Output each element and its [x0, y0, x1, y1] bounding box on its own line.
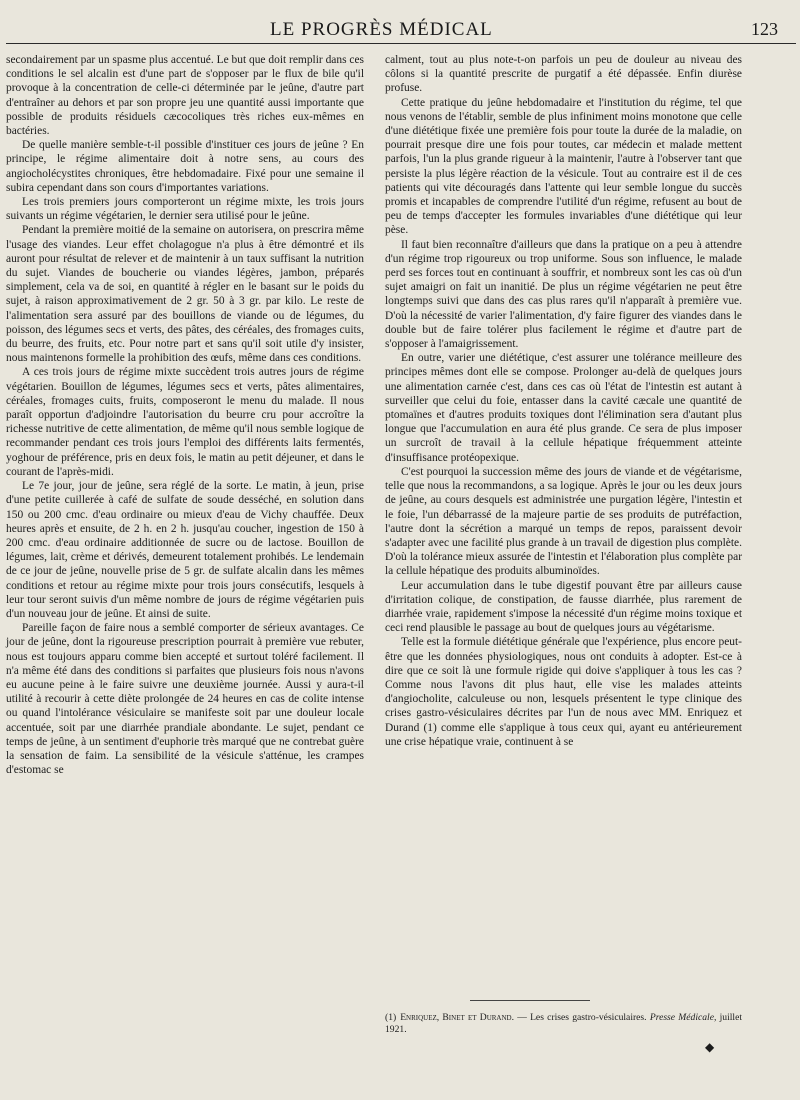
paragraph: Pendant la première moitié de la semaine on autorisera, on prescrira même l'usage des viandes. Leur effet cholagogue n'a plus à être démontré et ils auront pour résultat de relever et de maintenir à un taux suffisant la nutrition du sujet. Viandes de boucherie ou viandes légères, jambon, préparés simplement, cela va de soi, en quantité à régler en le basant sur le poids du sujet, à raison approximativement de 2 gr. 50 à 3 gr. par kilo. Le reste de l'alimentation sera assuré par des bouillons de viande ou de légumes, du poisson, des légumes secs et verts, des pâtes, des céréales, des fromages cuits, du beurre, des fruits, etc. Pour notre part et sans qu'il soit utile d'y insister, nous maintenons formelle la prohibition des œufs, même dans ces conditions. — [6, 224, 364, 365]
journal-title: LE PROGRÈS MÉDICAL — [270, 19, 493, 40]
footnote-date: juillet 1921. — [385, 1012, 743, 1035]
footnote-journal: Presse Médicale, — [649, 1012, 717, 1023]
footnote — [385, 1012, 742, 1036]
paragraph: Le 7e jour, jour de jeûne, sera réglé de la sorte. Le matin, à jeun, prise d'une petite cuillerée à café de sulfate de soude desséché, en solution dans 150 ou 200 cmc. d'eau ordinaire ou mieux d'eau de Vichy chauffée. Deux heures après et ensuite, de 2 h. en 2 h. jusqu'au coucher, ingestion de 150 à 200 cmc. d'eau ordinaire additionnée de sucre ou de lactose. Bouillon de légumes, lait, crème et dérivés, demeurent totalement prohibés. Le lendemain de ce jour de jeûne, nouvelle prise de 5 gr. de sulfate alcalin dans les mêmes conditions et retour au régime mixte pour trois jours consécutifs, lesquels à leur tour seront suivis d'un même nombre de jours de régime végétarien puis d'un nouveau jour de jeûne. Et ainsi de suite. — [6, 480, 364, 620]
paragraph: Les trois premiers jours comporteront un régime mixte, les trois jours suivants un régime végétarien, le dernier sera utilisé pour le jeûne. — [6, 196, 364, 223]
paragraph: Il faut bien reconnaître d'ailleurs que dans la pratique on a peu à attendre d'un régime trop rigoureux ou trop uniforme. Sous son influence, le malade perd ses forces tout en continuant à souffrir, et nombreux sont les cas où d'un sujet amaigri on fait un inanitié. De plus un régime végétarien ne peut être longtemps suivi que dans des cas plus rares qu'il n'apparaît à première vue. D'où la nécessité de varier l'alimentation, d'y faire figurer des viandes dans le double but de faire tolérer plus facilement le régime et d'autre part de s'opposer à l'amaigrissement. — [385, 238, 742, 351]
footnote-authors: Enriquez, Binet et Durand. — [400, 1012, 514, 1023]
ornament-icon: ◆ — [705, 1040, 715, 1054]
left-column — [6, 53, 364, 777]
footnote-rule — [470, 1000, 590, 1001]
paragraph: Telle est la formule diététique générale que l'expérience, plus encore peut-être que les données physiologiques, nous ont conduits à adopter. Est-ce à dire que ce soit là une formule rigide qui doive s'appliquer à tous les cas ? Comme nous l'avons dit plus haut, elle vise les malades atteints d'angiocholite, calculeuse ou non, lesquels présentent le type clinique des crises gastro-vésiculaires décrites par l'un de nous avec MM. Enriquez et Durand (1) comme elle s'applique à tous ceux qui, ayant eu antérieurement une crise hépatique vraie, continuent à se — [385, 636, 742, 748]
page-header — [0, 0, 800, 58]
page-number: 123 — [751, 19, 778, 39]
paragraph: De quelle manière semble-t-il possible d'instituer ces jours de jeûne ? En principe, le régime alimentaire doit à notre sens, au cours des angiocholécystites chroniques, être hebdomadaire. Fixé pour une semaine il subira cependant dans son cours d'importantes variations. — [6, 139, 364, 194]
paragraph: A ces trois jours de régime mixte succèdent trois autres jours de régime végétarien. Bouillon de légumes, légumes secs et verts, pâtes alimentaires, céréales, fromages cuits, fruits, composeront le menu du malade. Il nous paraît opportun d'adjoindre l'autorisation du beurre cru pour accroître la richesse nutritive de cette alimentation, de même qu'il nous semble logique de recommander pendant ces trois jours l'emploi des différents laits fermentés, yoghour de préférence, pris en deux fois, le matin au petit déjeuner, et dans le courant de l'après-midi. — [6, 366, 364, 478]
right-column — [385, 53, 742, 749]
paragraph: En outre, varier une diététique, c'est assurer une tolérance meilleure des principes mêmes dont elle se compose. Prolonger au-delà de quelques jours une alimentation carnée c'est, dans ces cas où l'état de l'intestin est autant à surveiller que celui du foie, entasser dans la cavité cæcale une quantité de ptomaïnes et d'autres produits toxiques dont l'élimination sera d'autant plus longue que l'accumulation en aura été plus grande. Ce sera de plus imposer un surcroît de travail à la cellule hépatique fréquemment atteinte d'insuffisance protéopexique. — [385, 352, 742, 464]
paragraph: Cette pratique du jeûne hebdomadaire et l'institution du régime, tel que nous venons de l'établir, semble de plus infiniment moins monotone que celle d'une diététique fixée une première fois pour toute la durée de la maladie, on pourrait presque dire une fois pour toutes, car médecin et malade mettent parfois, l'un la plus grande rigueur à la maintenir, l'autre à l'observer tant que persiste la plus légère réaction de la vésicule. Tout au contraire est il de ces patients qui vite découragés dans l'attente qui leur semble longue du succès promis et incapables de comprendre l'utilité d'un régime, refusent au bout de peu de temps d'accepter les formules invariables d'une diététique qui leur pèse. — [385, 96, 742, 237]
footnote-text: — Les crises gastro-vésiculaires. — [514, 1012, 647, 1023]
header-rule — [6, 43, 796, 44]
paragraph: Pareille façon de faire nous a semblé comporter de sérieux avantages. Ce jour de jeûne, dont la rigoureuse prescription pourrait à première vue rebuter, nous est toujours apparu comme bien accepté et surtout toléré facilement. Il n'a même été dans des conditions si parfaites que plusieurs fois nous n'avons eu aucune peine à le faire suivre une deuxième journée. Aussi y aura-t-il utilité à recourir à cette diète prolongée de 24 heures en cas de colite intense ou quand l'intolérance vésiculaire se manifeste soit par une douleur locale accentuée, soit par une diarrhée prandiale abondante. Le sujet, pendant ce temps de jeûne, à un sentiment d'euphorie très marqué que ne contrebat guère la sensation de faim. La sensibilité de la vésicule s'atténue, les crampes d'estomac se — [6, 622, 364, 777]
paragraph: C'est pourquoi la succession même des jours de viande et de végétarisme, telle que nous la recommandons, a sa logique. Après le jour ou les deux jours de jeûne, au cours desquels est administrée une purgation légère, l'intestin et le foie, l'un débarrassé de la majeure partie de ses produits de putréfaction, l'autre dont la sécrétion a marqué un temps de repos, paraissent devoir s'adapter avec une facilité plus grande à un travail de digestion plus complète. D'où la tolérance mieux assurée de l'intestin et l'élaboration plus complète par la cellule hépatique des produits albuminoïdes. — [385, 465, 742, 578]
paragraph: secondairement par un spasme plus accentué. Le but que doit remplir dans ces conditions le sel alcalin est d'une part de s'opposer par le flux de bile qu'il provoque à la concentration de celle-ci déterminée par le jeûne, d'autre part d'entraîner au dehors et par son propre jeu une quantité aussi importante que possible de produits résiduels cæcocoliques très riches eux-mêmes en bactéries. — [6, 54, 364, 138]
footnote-mark: (1) — [385, 1012, 397, 1023]
paragraph: calment, tout au plus note-t-on parfois un peu de douleur au niveau des côlons si la quantité prescrite de purgatif a été dépassée. Enfin diurèse profuse. — [385, 54, 742, 95]
paragraph: Leur accumulation dans le tube digestif pouvant être par ailleurs cause d'irritation colique, de constipation, de fausse diarrhée, plus rarement de diarrhée vraie, rapidement s'impose la nécessité d'un régime moins toxique et ceci rend plausible le passage au bout de quelques jours au végétarisme. — [385, 579, 742, 635]
